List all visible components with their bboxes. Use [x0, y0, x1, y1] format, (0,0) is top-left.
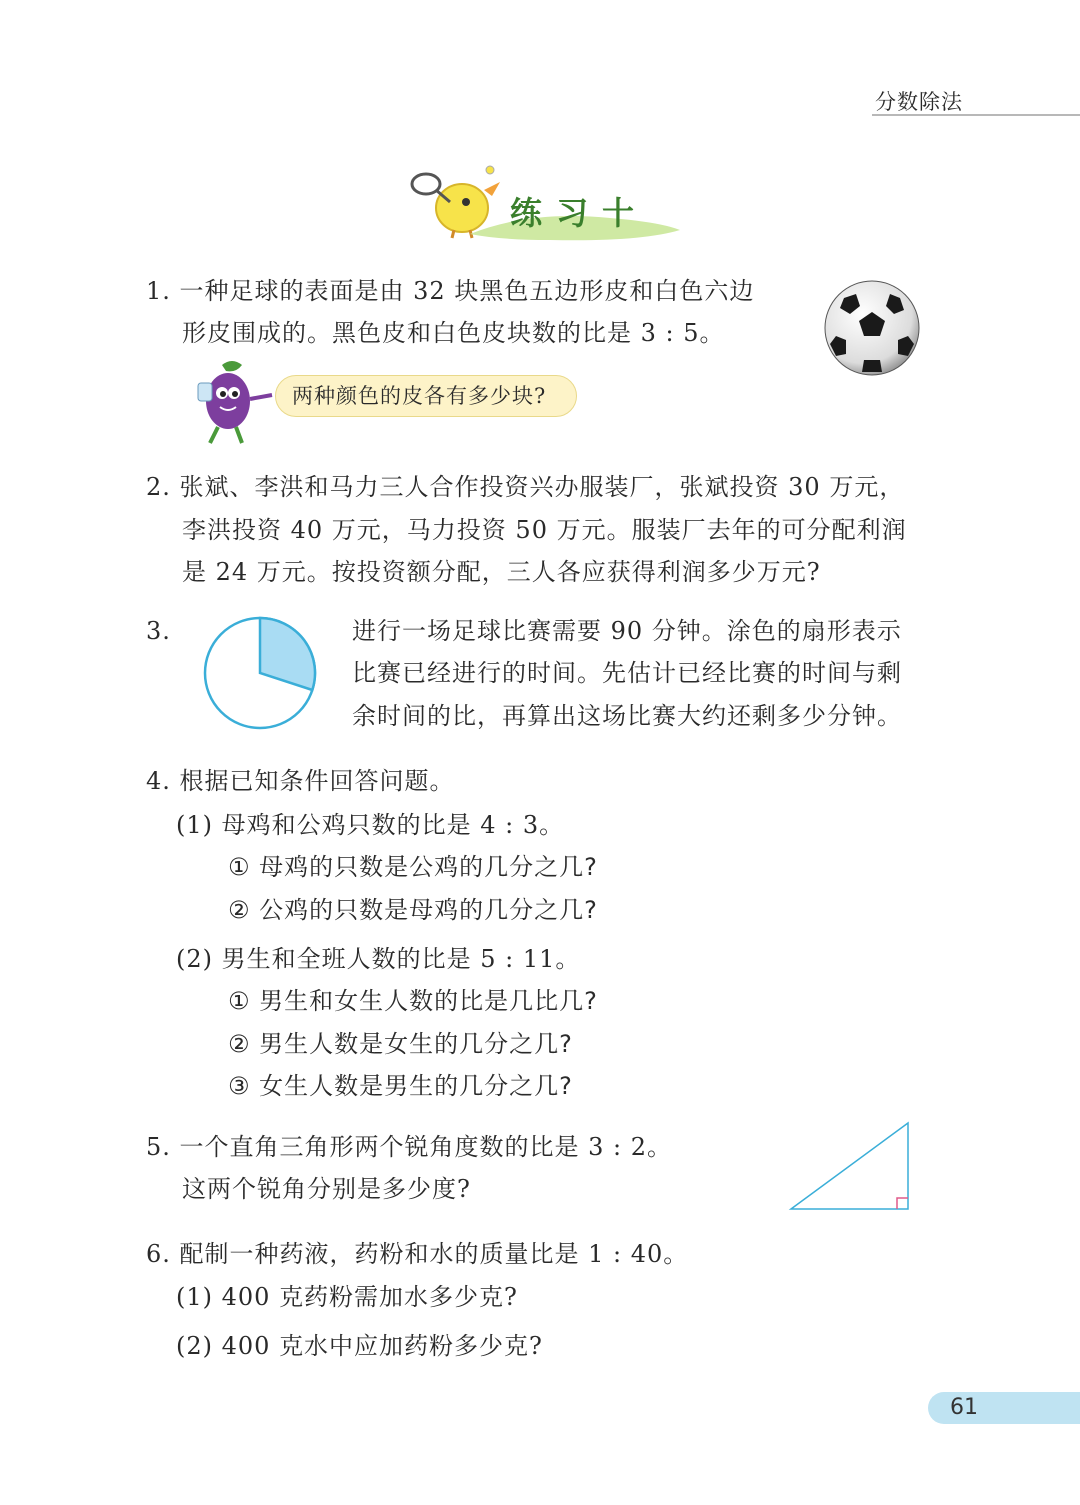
soccer-ball-icon: [822, 278, 922, 378]
problem-4-2-q1: ① 男生和女生人数的比是几比几?: [228, 987, 598, 1015]
problem-3-line-3: 余时间的比，再算出这场比赛大约还剩多少分钟。: [352, 702, 902, 730]
problem-6-q2: (2) 400 克水中应加药粉多少克?: [176, 1332, 543, 1360]
problem-1-line-1: 1. 一种足球的表面是由 32 块黑色五边形皮和白色六边: [146, 277, 755, 305]
problem-4-2-q2: ② 男生人数是女生的几分之几?: [228, 1030, 573, 1058]
problem-3-number: 3.: [146, 617, 171, 645]
right-triangle-figure: [788, 1120, 914, 1214]
problem-3-line-2: 比赛已经进行的时间。先估计已经比赛的时间与剩: [352, 659, 902, 687]
problem-4-part-1: (1) 母鸡和公鸡只数的比是 4 : 3。: [176, 811, 565, 839]
problem-4-1-q2: ② 公鸡的只数是母鸡的几分之几?: [228, 896, 598, 924]
section-title: 练习十: [510, 194, 649, 232]
problem-2-line-1: 2. 张斌、李洪和马力三人合作投资兴办服装厂，张斌投资 30 万元，: [146, 473, 905, 501]
problem-5-line-2: 这两个锐角分别是多少度?: [182, 1175, 471, 1203]
speech-bubble: 两种颜色的皮各有多少块?: [275, 375, 577, 417]
problem-4-intro: 4. 根据已知条件回答问题。: [146, 767, 455, 795]
problem-3-line-1: 进行一场足球比赛需要 90 分钟。涂色的扇形表示: [352, 617, 902, 645]
problem-1-line-2: 形皮围成的。黑色皮和白色皮块数的比是 3 : 5。: [182, 319, 725, 347]
eggplant-mascot-icon: [176, 355, 276, 451]
problem-2-line-2: 李洪投资 40 万元，马力投资 50 万元。服装厂去年的可分配利润: [182, 516, 907, 544]
pie-chart-figure: [200, 613, 320, 733]
problem-4-part-2: (2) 男生和全班人数的比是 5 : 11。: [176, 945, 581, 973]
problem-6-q1: (1) 400 克药粉需加水多少克?: [176, 1283, 518, 1311]
chapter-header: 分数除法: [875, 90, 963, 114]
page-number: 61: [950, 1395, 978, 1420]
problem-2-line-3: 是 24 万元。按投资额分配，三人各应获得利润多少万元?: [182, 558, 821, 586]
problem-6-line-1: 6. 配制一种药液，药粉和水的质量比是 1 : 40。: [146, 1240, 689, 1268]
problem-4-1-q1: ① 母鸡的只数是公鸡的几分之几?: [228, 853, 598, 881]
problem-4-2-q3: ③ 女生人数是男生的几分之几?: [228, 1072, 573, 1100]
header-divider: [872, 114, 1080, 116]
problem-5-line-1: 5. 一个直角三角形两个锐角度数的比是 3 : 2。: [146, 1133, 673, 1161]
